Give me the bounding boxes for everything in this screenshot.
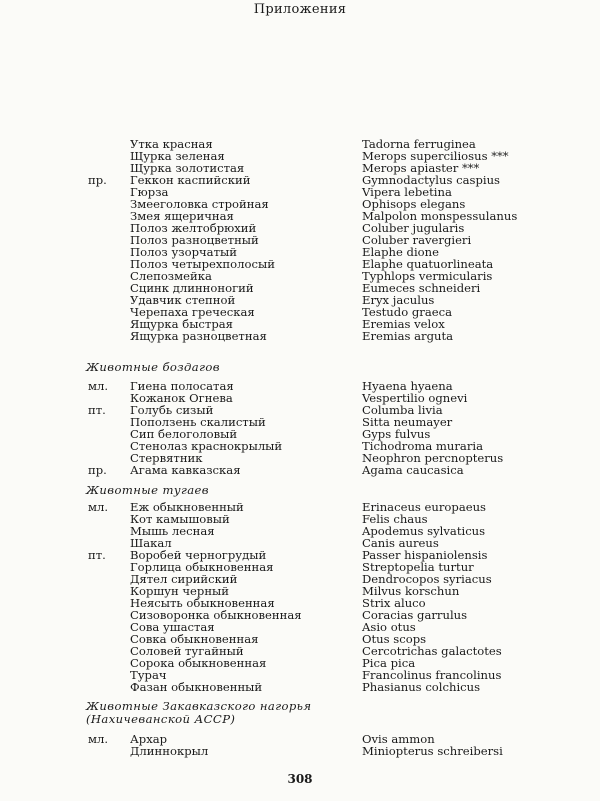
- species-row: [0, 186, 600, 198]
- species-row: [0, 645, 600, 657]
- species-name-latin: Neophron percnopterus: [362, 451, 504, 465]
- species-row: [0, 733, 600, 745]
- species-class: мл.: [88, 379, 109, 393]
- species-name-latin: Elaphe dione: [362, 245, 439, 259]
- species-class: пр.: [88, 173, 107, 187]
- species-name-latin: Canis aureus: [362, 536, 439, 550]
- species-name-ru: Ящурка разноцветная: [130, 329, 267, 343]
- species-name-ru: Полоз четырехполосый: [130, 257, 275, 271]
- species-class: пт.: [88, 403, 106, 417]
- species-name-ru: Гиена полосатая: [130, 379, 234, 393]
- species-name-ru: Слепозмейка: [130, 269, 212, 283]
- species-name-ru: Дятел сирийский: [130, 572, 238, 586]
- page-header: Приложения: [253, 2, 347, 17]
- species-name-ru: Удавчик степной: [130, 293, 236, 307]
- species-name-latin: Pica pica: [362, 656, 416, 670]
- species-row: [0, 330, 600, 342]
- species-row: [0, 150, 600, 162]
- species-name-latin: Merops apiaster ***: [362, 161, 480, 175]
- species-row: [0, 585, 600, 597]
- species-name-latin: Felis chaus: [362, 512, 428, 526]
- species-name-latin: Eremias velox: [362, 317, 445, 331]
- species-row: [0, 380, 600, 392]
- species-row: [0, 258, 600, 270]
- species-name-latin: Elaphe quatuorlineata: [362, 257, 494, 271]
- species-name-latin: Erinaceus europaeus: [362, 500, 487, 514]
- species-name-ru: Сова ушастая: [130, 620, 215, 634]
- species-row: [0, 270, 600, 282]
- species-name-ru: Соловей тугайный: [130, 644, 244, 658]
- species-name-latin: Ovis ammon: [362, 732, 435, 746]
- species-name-ru: Геккон каспийский: [130, 173, 251, 187]
- species-list-transcaucasus: [0, 733, 600, 757]
- species-row: [0, 669, 600, 681]
- species-name-ru: Кожанок Огнева: [130, 391, 233, 405]
- species-name-ru: Щурка золотистая: [130, 161, 245, 175]
- species-row: [0, 306, 600, 318]
- species-name-ru: Гюрза: [130, 185, 169, 199]
- species-name-latin: Otus scops: [362, 632, 427, 646]
- species-name-ru: Агама кавказская: [130, 463, 241, 477]
- species-name-ru: Совка обыкновенная: [130, 632, 259, 646]
- species-row: [0, 210, 600, 222]
- species-row: [0, 745, 600, 757]
- species-name-latin: Gyps fulvus: [362, 427, 431, 441]
- species-name-latin: Tadorna ferruginea: [362, 137, 476, 151]
- species-name-latin: Ophisops elegans: [362, 197, 466, 211]
- species-name-latin: Testudo graeca: [362, 305, 452, 319]
- species-row: [0, 416, 600, 428]
- species-name-ru: Стервятник: [130, 451, 203, 465]
- species-name-latin: Coluber jugularis: [362, 221, 465, 235]
- species-row: [0, 294, 600, 306]
- species-name-latin: Eremias arguta: [362, 329, 454, 343]
- species-name-latin: Milvus korschun: [362, 584, 460, 598]
- species-name-ru: Полоз разноцветный: [130, 233, 259, 247]
- species-row: [0, 174, 600, 186]
- species-name-ru: Еж обыкновенный: [130, 500, 244, 514]
- species-row: [0, 657, 600, 669]
- species-name-ru: Ящурка быстрая: [130, 317, 233, 331]
- species-class: пт.: [88, 548, 106, 562]
- species-name-latin: Merops superciliosus ***: [362, 149, 509, 163]
- species-name-ru: Сорока обыкновенная: [130, 656, 267, 670]
- species-name-latin: Streptopelia turtur: [362, 560, 474, 574]
- species-row: [0, 525, 600, 537]
- species-row: [0, 464, 600, 476]
- species-name-ru: Коршун черный: [130, 584, 230, 598]
- species-name-latin: Gymnodactylus caspius: [362, 173, 500, 187]
- species-name-ru: Горлица обыкновенная: [130, 560, 274, 574]
- species-row: [0, 234, 600, 246]
- species-name-latin: Columba livia: [362, 403, 443, 417]
- species-row: [0, 621, 600, 633]
- species-name-latin: Hyaena hyaena: [362, 379, 453, 393]
- section-subtitle-nakhichevan: (Нахичеванской АССР): [86, 712, 236, 726]
- species-name-latin: Cercotrichas galactotes: [362, 644, 502, 658]
- species-name-ru: Шакал: [130, 536, 172, 550]
- species-row: [0, 549, 600, 561]
- species-row: [0, 428, 600, 440]
- species-row: [0, 513, 600, 525]
- species-row: [0, 573, 600, 585]
- species-class: мл.: [88, 732, 109, 746]
- species-name-ru: Мышь лесная: [130, 524, 215, 538]
- species-name-ru: Архар: [130, 732, 168, 746]
- species-name-ru: Турач: [130, 668, 167, 682]
- species-name-latin: Coluber ravergieri: [362, 233, 472, 247]
- species-row: [0, 404, 600, 416]
- species-name-latin: Dendrocopos syriacus: [362, 572, 492, 586]
- species-name-latin: Typhlops vermicularis: [362, 269, 493, 283]
- species-row: [0, 138, 600, 150]
- species-name-ru: Змееголовка стройная: [130, 197, 269, 211]
- species-name-ru: Фазан обыкновенный: [130, 680, 263, 694]
- species-name-latin: Vipera lebetina: [362, 185, 452, 199]
- species-name-latin: Malpolon monspessulanus: [362, 209, 518, 223]
- species-name-ru: Сип белоголовый: [130, 427, 238, 441]
- species-name-ru: Змея ящеричная: [130, 209, 234, 223]
- species-class: мл.: [88, 500, 109, 514]
- species-row: [0, 318, 600, 330]
- species-name-latin: Miniopterus schreibersi: [362, 744, 503, 758]
- species-name-ru: Голубь сизый: [130, 403, 214, 417]
- species-name-latin: Eryx jaculus: [362, 293, 435, 307]
- species-name-ru: Щурка зеленая: [130, 149, 225, 163]
- species-name-ru: Кот камышовый: [130, 512, 230, 526]
- species-name-latin: Agama caucasica: [362, 463, 464, 477]
- species-row: [0, 561, 600, 573]
- species-name-latin: Apodemus sylvaticus: [362, 524, 486, 538]
- species-name-latin: Francolinus francolinus: [362, 668, 502, 682]
- species-class: пр.: [88, 463, 107, 477]
- species-name-ru: Воробей черногрудый: [130, 548, 267, 562]
- species-name-ru: Длиннокрыл: [130, 744, 209, 758]
- species-list-1: [0, 138, 600, 342]
- species-name-latin: Sitta neumayer: [362, 415, 453, 429]
- species-name-latin: Asio otus: [362, 620, 416, 634]
- species-name-latin: Vespertilio ognevi: [362, 391, 468, 405]
- species-row: [0, 246, 600, 258]
- species-row: [0, 440, 600, 452]
- section-title-bozdag: Животные боздагов: [86, 360, 220, 374]
- species-name-ru: Полоз желтобрюхий: [130, 221, 257, 235]
- species-name-latin: Phasianus colchicus: [362, 680, 481, 694]
- species-row: [0, 222, 600, 234]
- species-name-latin: Strix aluco: [362, 596, 426, 610]
- species-row: [0, 501, 600, 513]
- species-name-ru: Стенолаз краснокрылый: [130, 439, 283, 453]
- species-name-latin: Eumeces schneideri: [362, 281, 481, 295]
- species-row: [0, 681, 600, 693]
- species-row: [0, 633, 600, 645]
- species-row: [0, 282, 600, 294]
- page-number: 308: [287, 772, 313, 786]
- species-name-latin: Tichodroma muraria: [362, 439, 483, 453]
- species-name-ru: Сизоворонка обыкновенная: [130, 608, 302, 622]
- species-name-ru: Полоз узорчатый: [130, 245, 237, 259]
- section-title-transcaucasus: Животные Закавказского нагорья: [86, 699, 312, 713]
- species-name-ru: Неясыть обыкновенная: [130, 596, 275, 610]
- species-list-bozdag: [0, 380, 600, 476]
- species-row: [0, 609, 600, 621]
- species-name-latin: Coracias garrulus: [362, 608, 468, 622]
- species-list-tugai: [0, 501, 600, 693]
- section-title-tugai: Животные тугаев: [86, 483, 209, 497]
- species-name-ru: Сцинк длинноногий: [130, 281, 254, 295]
- species-name-ru: Черепаха греческая: [130, 305, 255, 319]
- species-name-ru: Поползень скалистый: [130, 415, 266, 429]
- species-name-latin: Passer hispaniolensis: [362, 548, 488, 562]
- species-name-ru: Утка красная: [130, 137, 213, 151]
